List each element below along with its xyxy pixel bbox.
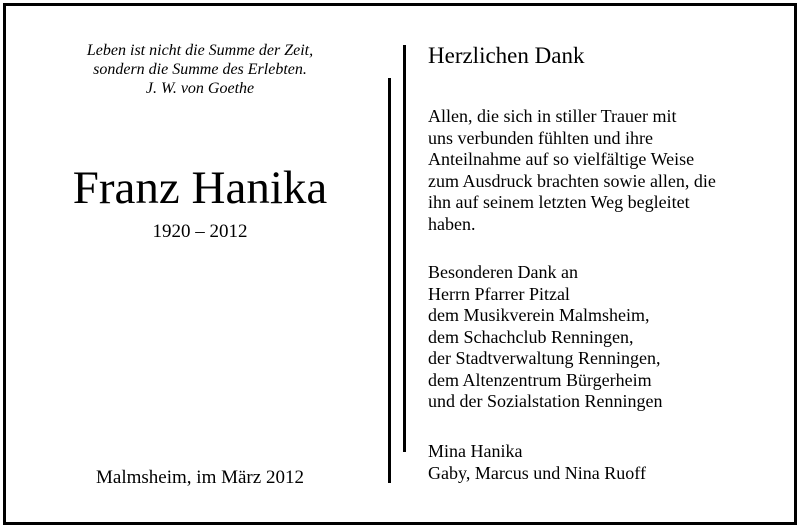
thanks-heading: Herzlichen Dank (428, 43, 585, 68)
special-thanks-line: der Stadtverwaltung Renningen, (428, 348, 661, 368)
special-thanks-line: dem Altenzentrum Bürgerheim (428, 369, 652, 390)
special-thanks-line: dem Schachclub Renningen, (428, 326, 634, 347)
paragraph-line: Allen, die sich in stiller Trauer mit (428, 106, 677, 126)
column-divider-lower (388, 78, 391, 483)
memorial-column (6, 6, 394, 522)
special-thanks-line: Herrn Pfarrer Pitzal (428, 283, 570, 304)
place-date: Malmsheim, im März 2012 (96, 467, 304, 488)
paragraph-line: zum Ausdruck brachten sowie allen, die (428, 170, 716, 191)
paragraph-line: Anteilnahme auf so vielfältige Weise (428, 149, 695, 169)
paragraph-line: uns verbunden fühlten und ihre (428, 127, 653, 148)
quote-line: Leben ist nicht die Summe der Zeit, (86, 42, 314, 59)
deceased-name: Franz Hanika (72, 162, 328, 214)
goethe-quote (6, 41, 394, 98)
quote-line: sondern die Summe des Erlebten. (93, 61, 307, 78)
column-divider-upper (403, 45, 406, 452)
life-years: 1920 – 2012 (152, 221, 248, 242)
special-thanks-list (428, 262, 662, 413)
special-thanks-line: dem Musikverein Malmsheim, (428, 305, 650, 325)
special-thanks-line: und der Sozialstation Renningen (428, 391, 663, 411)
signers (428, 441, 646, 484)
signer-line: Mina Hanika (428, 441, 523, 461)
paragraph-line: haben. (428, 213, 476, 234)
signer-line: Gaby, Marcus und Nina Ruoff (428, 462, 646, 483)
quote-author: J. W. von Goethe (145, 80, 255, 97)
thanks-paragraph (428, 106, 716, 235)
paragraph-line: ihn auf seinem letzten Weg begleitet (428, 192, 690, 212)
special-thanks-line: Besonderen Dank an (428, 262, 578, 282)
